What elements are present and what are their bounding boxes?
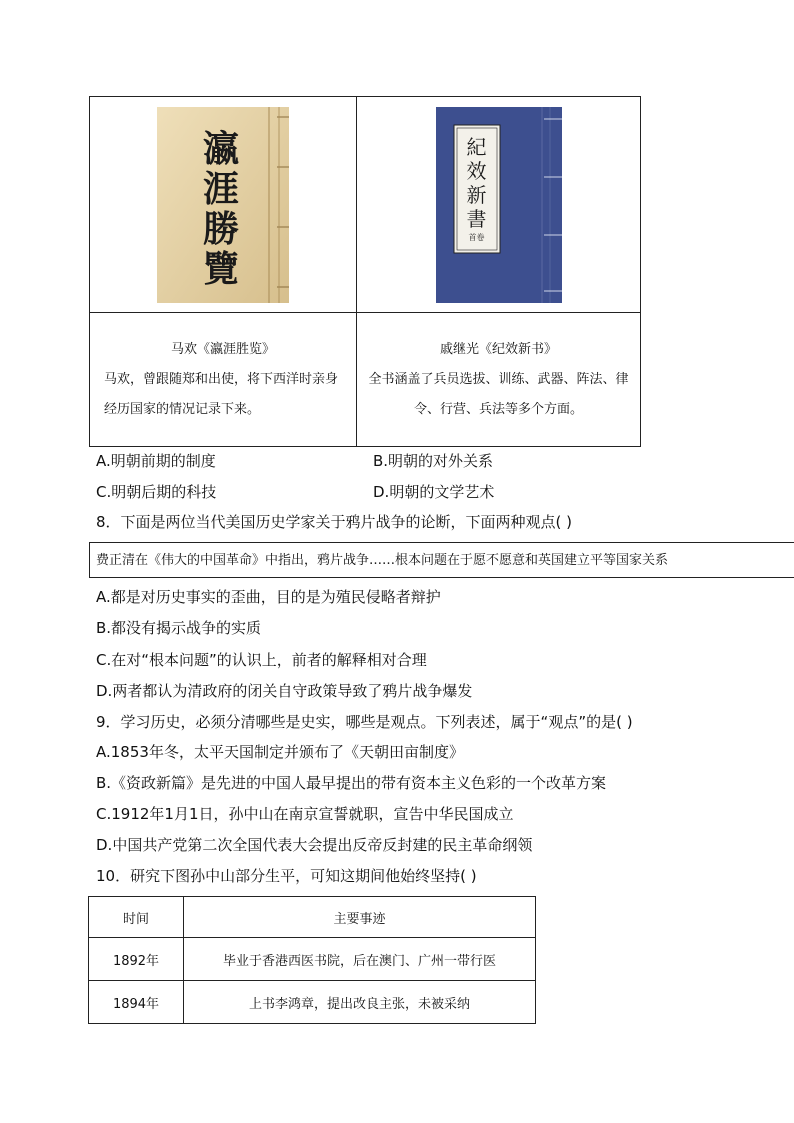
- q8-quote-box: [89, 542, 794, 578]
- left-book-title: 马欢《瀛涯胜览》: [170, 341, 275, 357]
- row-year: 1892年: [89, 938, 184, 981]
- row-event: 上书李鸿章，提出改良主张，未被采纳: [184, 981, 536, 1024]
- left-book-image-cell: [90, 97, 357, 313]
- header-time: 时间: [89, 897, 184, 938]
- q9-stem: 9．学习历史，必须分清哪些是史实，哪些是观点。下列表述，属于“观点”的是( ): [96, 713, 633, 731]
- sun-yatsen-biography-table: [88, 896, 536, 1024]
- jixiao-xinshu-book-image: [436, 107, 562, 303]
- q9-option-d: D.中国共产党第二次全国代表大会提出反帝反封建的民主革命纲领: [96, 836, 533, 854]
- q9-option-c: C.1912年1月1日，孙中山在南京宣誓就职，宣告中华民国成立: [96, 805, 514, 823]
- right-book-image-cell: [357, 97, 641, 313]
- row-year: 1894年: [89, 981, 184, 1024]
- right-book-title: 戚继光《纪效新书》: [439, 341, 557, 357]
- yingya-shenglan-book-image: [157, 107, 289, 303]
- q8-stem: 8．下面是两位当代美国历史学家关于鸦片战争的论断，下面两种观点( ): [96, 513, 573, 531]
- q10-stem: 10．研究下图孙中山部分生平，可知这期间他始终坚持( ): [96, 867, 477, 885]
- q7-option-a: A.明朝前期的制度: [96, 452, 216, 470]
- q8-option-d: D.两者都认为清政府的闭关自守政策导致了鸦片战争爆发: [96, 682, 473, 700]
- right-book-description: 全书涵盖了兵员选拔、训练、武器、阵法、律令、行营、兵法等多个方面。: [368, 371, 629, 417]
- right-cover-title: 紀 效 新 書 首卷: [466, 134, 487, 242]
- left-book-description: 马欢，曾跟随郑和出使，将下西洋时亲身经历国家的情况记录下来。: [104, 371, 339, 417]
- header-events: 主要事迹: [184, 897, 536, 938]
- q8-option-a: A.都是对历史事实的歪曲，目的是为殖民侵略者辩护: [96, 588, 441, 606]
- q9-option-a: A.1853年冬，太平天国制定并颁布了《天朝田亩制度》: [96, 743, 464, 761]
- right-book-caption: [357, 313, 641, 447]
- q7-option-c: C.明朝后期的科技: [96, 483, 217, 501]
- row-event: 毕业于香港西医书院，后在澳门、广州一带行医: [184, 938, 536, 981]
- q8-option-c: C.在对“根本问题”的认识上，前者的解释相对合理: [96, 651, 427, 669]
- q7-option-b: B.明朝的对外关系: [373, 452, 494, 470]
- book-comparison-table: [89, 96, 641, 447]
- table-row: [89, 938, 536, 981]
- left-book-caption: [90, 313, 357, 447]
- q8-quote-text: 费正清在《伟大的中国革命》中指出，鸦片战争……根本问题在于愿不愿意和英国建立平等国家关系: [96, 553, 669, 568]
- table-row: [89, 981, 536, 1024]
- q9-option-b: B.《资政新篇》是先进的中国人最早提出的带有资本主义色彩的一个改革方案: [96, 774, 607, 792]
- left-cover-title: 瀛 涯 勝 覽: [202, 127, 239, 290]
- q7-option-d: D.明朝的文学艺术: [373, 483, 495, 501]
- q8-option-b: B.都没有揭示战争的实质: [96, 619, 262, 637]
